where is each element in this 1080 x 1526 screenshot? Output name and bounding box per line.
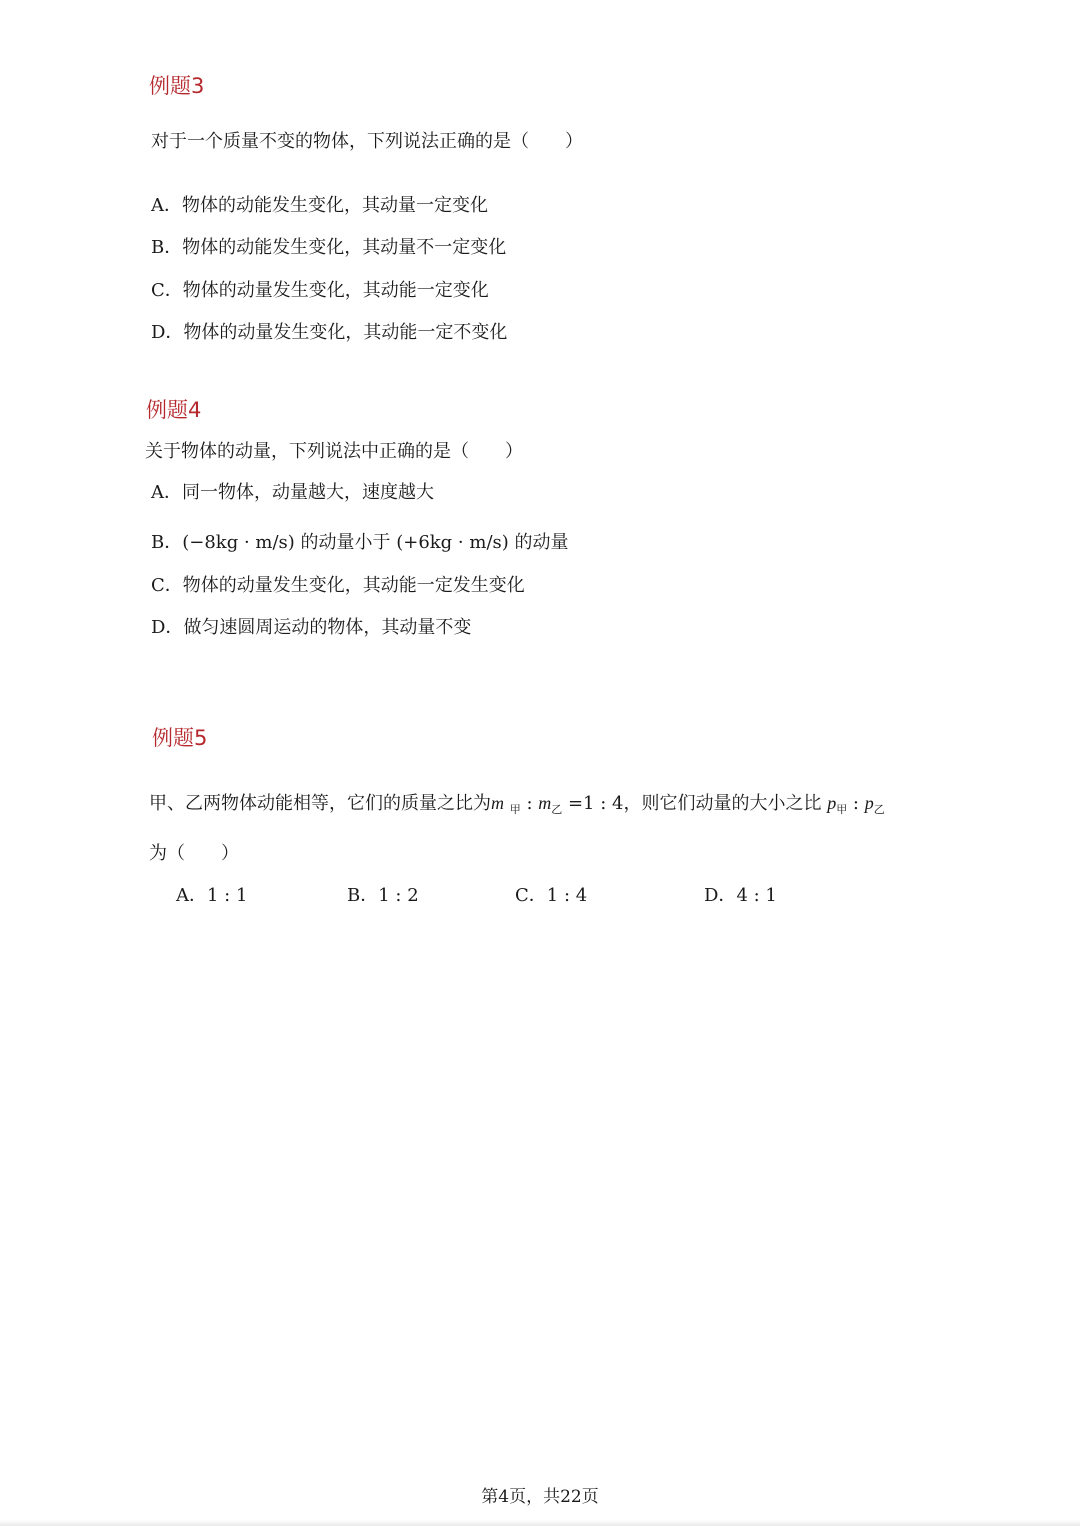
option-letter: B． [347, 885, 379, 906]
option-text: 物体的动量发生变化，其动能一定变化 [182, 280, 489, 301]
mass-symbol: m [491, 793, 504, 813]
page-bottom-edge [0, 1520, 1080, 1526]
ratio-colon: : [847, 793, 865, 814]
option-letter: A． [151, 482, 182, 503]
option-text: 物体的动能发生变化，其动量一定变化 [182, 195, 488, 216]
option-text: (−8kg · m/s) 的动量小于 (+6kg · m/s) 的动量 [182, 532, 569, 553]
question-text: 甲、乙两物体动能相等，它们的质量之比为 [149, 793, 491, 814]
example-4-heading: 例题4 [146, 398, 202, 422]
example-4-option-a [151, 484, 434, 502]
option-text: 同一物体，动量越大，速度越大 [182, 482, 434, 503]
subscript-jia: 甲 [836, 803, 848, 816]
option-letter: D． [704, 885, 737, 906]
ratio-colon: : [520, 793, 539, 814]
option-letter: B． [151, 237, 183, 258]
example-4-option-b [151, 534, 569, 552]
example-3-option-d [151, 324, 507, 342]
momentum-symbol: p [827, 793, 837, 813]
subscript-yi: 乙 [873, 803, 885, 816]
option-text: 1 : 1 [207, 885, 248, 906]
example-5-question-line-1 [149, 794, 885, 815]
option-text: 做匀速圆周运动的物体，其动量不变 [183, 617, 472, 638]
example-4-option-c [151, 577, 525, 595]
example-3-option-c [151, 282, 489, 300]
subscript-jia: 甲 [509, 803, 521, 816]
example-5-option-a [176, 887, 247, 905]
question-text: ，则它们动量的大小之比 [623, 793, 822, 814]
option-letter: A． [151, 195, 182, 216]
option-letter: D． [151, 617, 184, 638]
option-letter: D． [151, 322, 184, 343]
option-letter: C． [151, 575, 183, 596]
momentum-symbol: p [864, 793, 874, 813]
option-letter: C． [151, 280, 183, 301]
mass-ratio-value: =1 : 4 [562, 793, 624, 814]
option-letter: B． [151, 532, 183, 553]
example-3-option-a [151, 197, 488, 215]
example-5-option-d [704, 887, 777, 905]
mass-symbol: m [538, 793, 552, 813]
example-3-option-b [151, 239, 506, 257]
example-3-heading: 例题3 [149, 74, 205, 98]
example-3-question: 对于一个质量不变的物体，下列说法正确的是（ ） [151, 131, 583, 152]
option-text: 1 : 4 [546, 885, 588, 906]
subscript-yi: 乙 [551, 803, 563, 816]
example-5-question-line-2: 为（ ） [149, 843, 239, 864]
option-text: 物体的动量发生变化，其动能一定发生变化 [182, 575, 525, 596]
option-letter: C． [515, 885, 547, 906]
page-footer: 第4页，共22页 [481, 1487, 599, 1507]
example-5-option-b [347, 887, 419, 905]
option-letter: A． [176, 885, 207, 906]
option-text: 物体的动能发生变化，其动量不一定变化 [182, 237, 507, 258]
example-4-question: 关于物体的动量，下列说法中正确的是（ ） [145, 441, 523, 462]
example-5-heading: 例题5 [152, 726, 208, 750]
example-4-option-d [151, 619, 471, 637]
option-text: 1 : 2 [378, 885, 419, 906]
option-text: 4 : 1 [736, 885, 777, 906]
option-text: 物体的动量发生变化，其动能一定不变化 [183, 322, 508, 343]
example-5-option-c [515, 887, 587, 905]
